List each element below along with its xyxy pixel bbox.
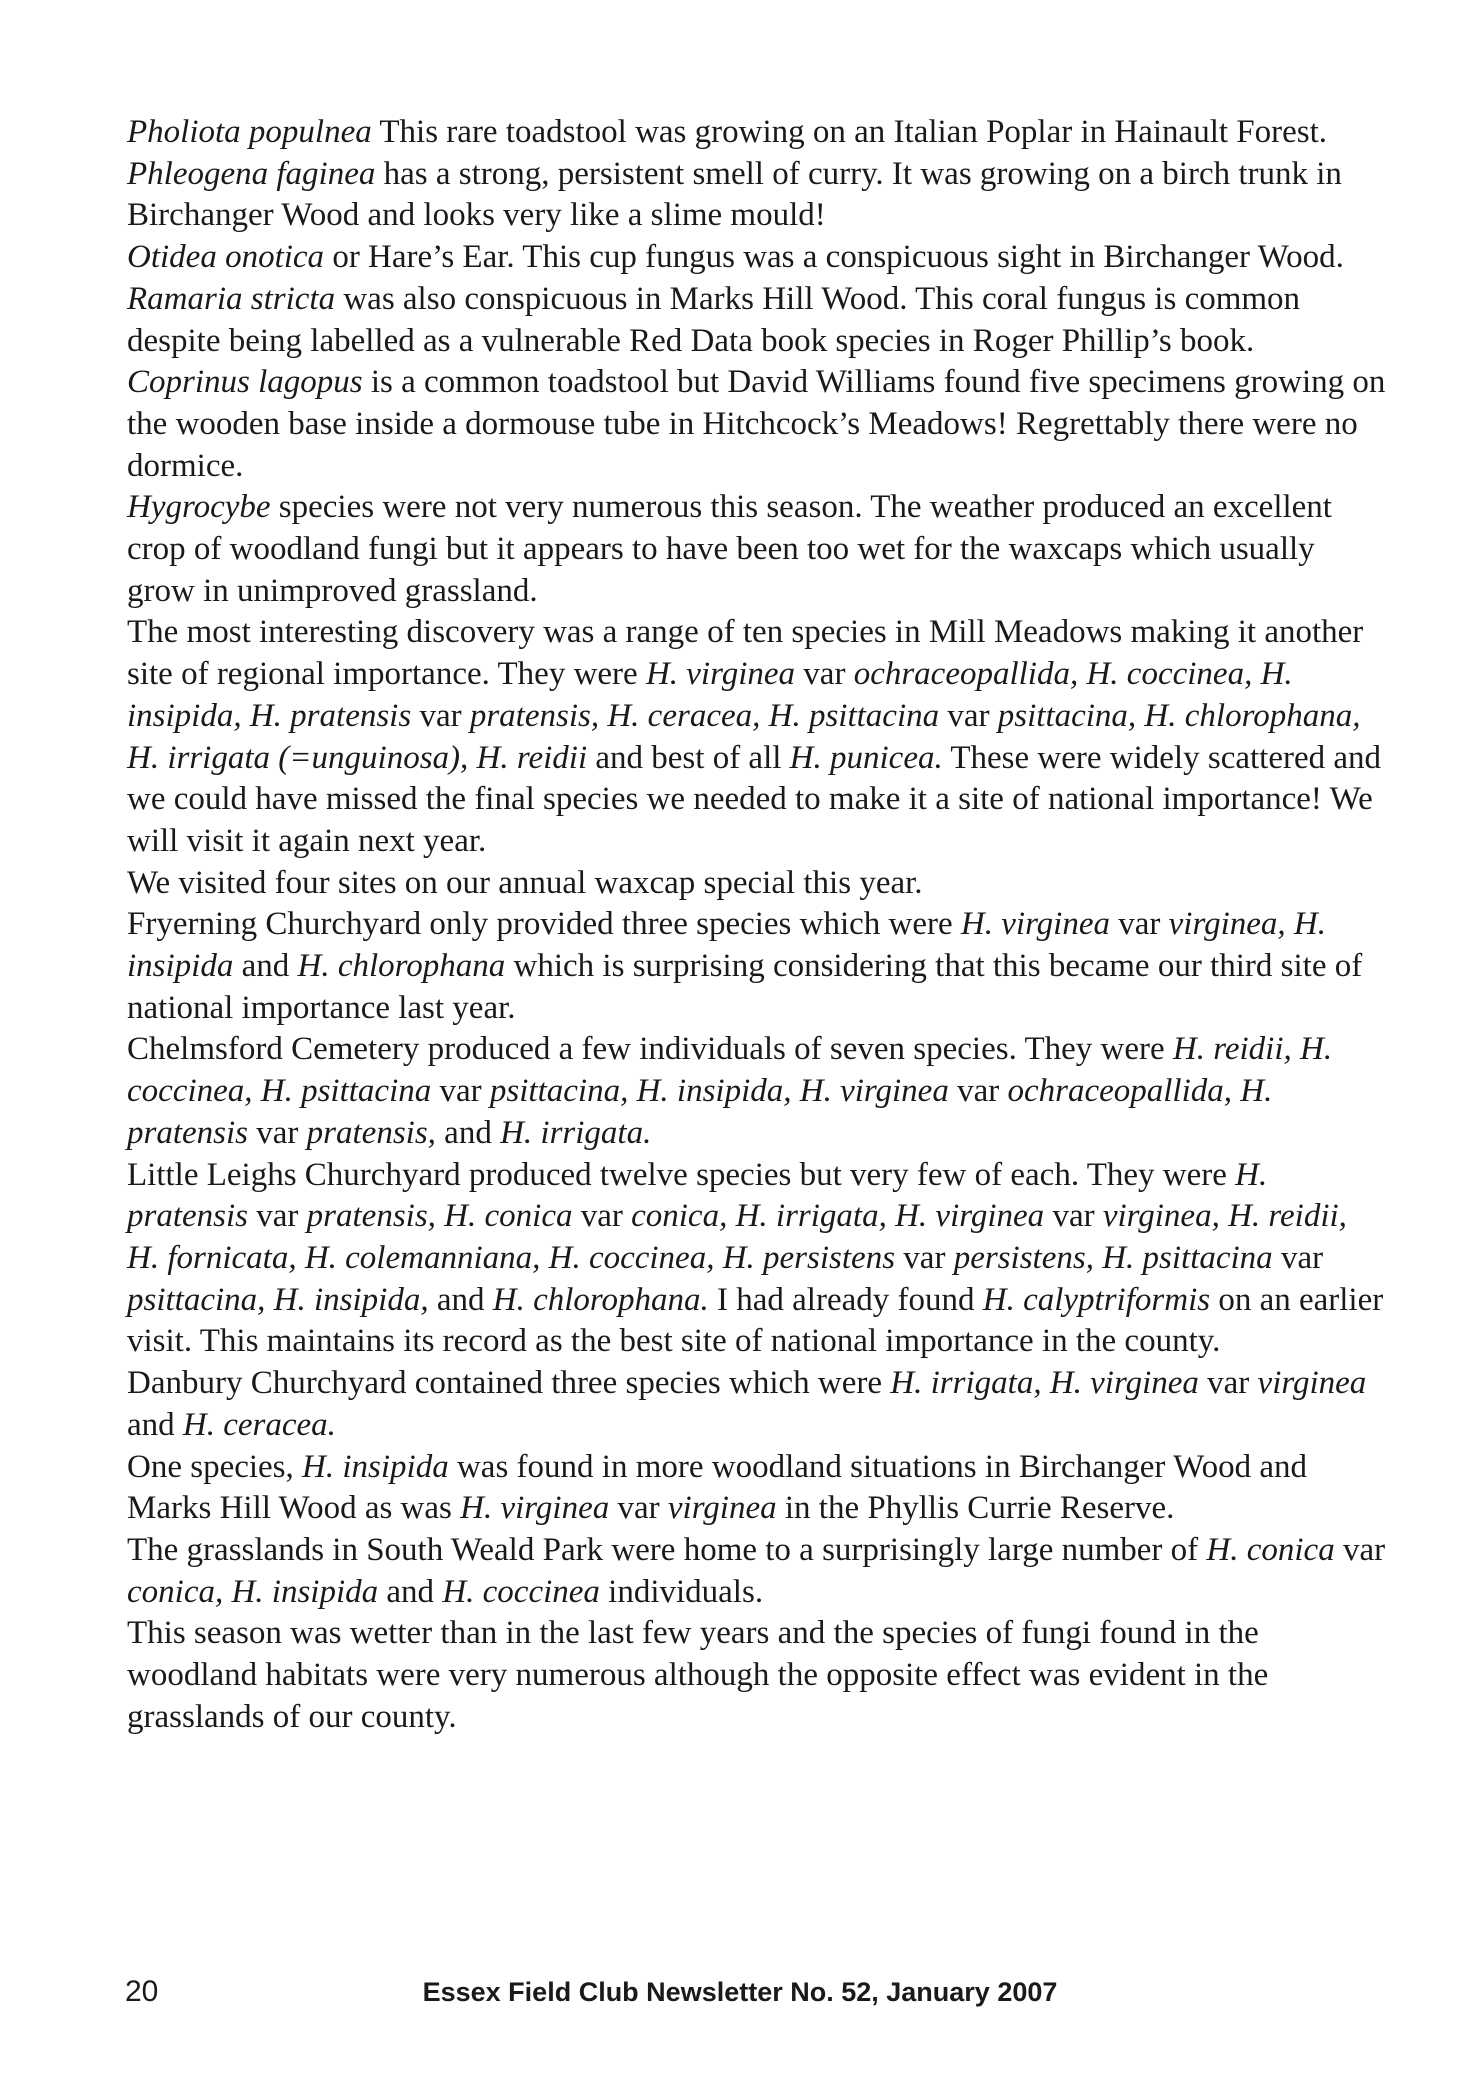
text-run: var (431, 1073, 490, 1110)
paragraph (127, 1530, 1387, 1613)
text-run: This season was wetter than in the last few years and the species of fungi found in the woodland habitats were very numerous although the opposite effect was evident in the grasslands of our county. (127, 1615, 1269, 1735)
text-run: individuals. (599, 1573, 764, 1610)
text-run: var (609, 1490, 668, 1527)
paragraph (127, 237, 1387, 279)
species-name: H. coccinea (442, 1573, 600, 1610)
species-name: H. chlorophana. (492, 1281, 709, 1318)
text-run: var (1044, 1198, 1103, 1235)
text-run: We visited four sites on our annual waxcap special this year. (127, 864, 923, 901)
species-name: pratensis, (306, 1114, 436, 1151)
paragraph (127, 1029, 1387, 1154)
text-run: This rare toadstool was growing on an Italian Poplar in Hainault Forest. (371, 114, 1328, 150)
paragraph (127, 487, 1387, 612)
text-run: var (939, 697, 998, 734)
paragraph (127, 1363, 1387, 1446)
paragraph (127, 154, 1387, 237)
text-run: and (378, 1573, 443, 1610)
species-name: Coprinus lagopus (127, 364, 363, 401)
text-run: var (1272, 1239, 1324, 1276)
text-run: These were widely scattered and we could have missed the final species we needed to make it a site of national importance! We will visit it again next year. (127, 739, 1381, 859)
page-footer (0, 1975, 1480, 2015)
species-name: Phleogena faginea (127, 155, 376, 192)
newsletter-title: Essex Field Club Newsletter No. 52, January 2007 (422, 1977, 1058, 2007)
paragraph (127, 362, 1387, 487)
species-name: Hygrocybe (127, 489, 271, 526)
species-name: psittacina, H. chlorophana, H. irrigata (=unguinosa), H. reidii (127, 697, 1361, 776)
paragraph (127, 863, 1387, 905)
text-run: has a strong, persistent smell of curry. It was growing on a birch trunk in Birchanger Wood and looks very like a slime mould! (127, 155, 1342, 234)
text-run: was found in more woodland situations in Birchanger Wood and Marks Hill Wood as was (127, 1448, 1307, 1527)
text-run: var (795, 656, 854, 693)
text-run: One species, (127, 1448, 303, 1485)
text-run: var (572, 1198, 632, 1235)
species-name: H. calyptriformis (982, 1281, 1211, 1318)
text-run: was also conspicuous in Marks Hill Wood. This coral fungus is common despite being labelled as a vulnerable Red Data book species in Roger Phillip’s book. (127, 280, 1301, 359)
text-run: and best of all (587, 739, 790, 776)
text-run: Danbury Churchyard contained three species which were (127, 1365, 891, 1402)
species-name: H. insipida (302, 1448, 449, 1485)
paragraph (127, 1613, 1387, 1738)
species-name: conica, H. insipida (127, 1573, 379, 1610)
species-name: H. irrigata, H. virginea (890, 1365, 1199, 1402)
species-name: psittacina, H. insipida, H. virginea (489, 1073, 949, 1110)
text-run: var (1110, 906, 1169, 943)
article-body (127, 112, 1387, 1738)
species-name: virginea, H. insipida (127, 906, 1326, 985)
text-run: in the Phyllis Currie Reserve. (776, 1490, 1175, 1527)
text-run: var (1334, 1531, 1386, 1568)
species-name: H. chlorophana (297, 948, 506, 985)
text-run: Fryerning Churchyard only provided three species which were (127, 906, 961, 943)
species-name: Ramaria stricta (127, 280, 336, 317)
text-run: and (127, 1406, 183, 1443)
species-name: H. irrigata. (500, 1114, 652, 1151)
text-run: var (1198, 1365, 1258, 1402)
text-run: The grasslands in South Weald Park were home to a surprisingly large number of (127, 1531, 1207, 1568)
species-name: virginea (667, 1490, 777, 1527)
species-name: H. ceracea. (182, 1406, 336, 1443)
species-name: H. virginea (460, 1490, 610, 1527)
text-run: var (895, 1239, 954, 1276)
text-run: which is surprising considering that this became our third site of national importance last year. (127, 948, 1363, 1026)
species-name: pratensis, H. ceracea, H. psittacina (469, 697, 940, 734)
species-name: Pholiota populnea (127, 114, 372, 150)
species-name: H. virginea (645, 656, 796, 693)
paragraph (127, 612, 1387, 862)
text-run: var (248, 1114, 307, 1151)
species-name: ochraceopallida, H. pratensis (127, 1073, 1273, 1151)
text-run: var (411, 697, 470, 734)
species-name: virginea, H. reidii, H. fornicata, H. colemanniana, H. coccinea, H. persistens (127, 1198, 1347, 1276)
text-run: Chelmsford Cemetery produced a few individuals of seven species. They were (127, 1031, 1173, 1068)
paragraph (127, 1447, 1387, 1530)
text-run: on an earlier visit. This maintains its record as the best site of national importance in the county. (127, 1281, 1384, 1360)
species-name: conica, H. irrigata, H. virginea (631, 1198, 1045, 1235)
species-name: persistens, H. psittacina (953, 1239, 1273, 1276)
species-name: H. reidii, H. coccinea, H. psittacina (127, 1031, 1333, 1110)
species-name: Otidea onotica (127, 239, 325, 276)
text-run: species were not very numerous this season. The weather produced an excellent crop of woodland fungi but it appears to have been too wet for the waxcaps which usually grow in unimproved grassland. (127, 489, 1332, 609)
text-run: and (428, 1281, 493, 1318)
species-name: psittacina, H. insipida, (127, 1281, 429, 1318)
text-run: var (248, 1198, 307, 1235)
text-run: is a common toadstool but David Williams found five specimens growing on the wooden base inside a dormouse tube in Hitchcock’s Meadows! Regrettably there were no dormice. (127, 364, 1386, 484)
paragraph (127, 279, 1387, 362)
species-name: H. punicea. (789, 739, 943, 776)
paragraph (127, 1155, 1387, 1364)
page-number: 20 (125, 1975, 159, 2008)
paragraph (127, 904, 1387, 1029)
text-run: and (435, 1114, 501, 1151)
paragraph (127, 112, 1387, 154)
text-run: I had already found (708, 1281, 983, 1318)
text-run: and (233, 948, 298, 985)
species-name: virginea (1257, 1365, 1367, 1402)
text-run: or Hare’s Ear. This cup fungus was a conspicuous sight in Birchanger Wood. (324, 239, 1344, 276)
text-run: var (948, 1073, 1008, 1110)
species-name: H. pratensis (127, 1156, 1268, 1235)
text-run: The most interesting discovery was a range of ten species in Mill Meadows making it another site of regional importance. They were (127, 614, 1364, 693)
species-name: ochraceopallida, H. coccinea, H. insipida, H. pratensis (127, 656, 1293, 734)
species-name: H. conica (1206, 1531, 1335, 1568)
species-name: H. virginea (960, 906, 1111, 943)
species-name: pratensis, H. conica (306, 1198, 573, 1235)
text-run: Little Leighs Churchyard produced twelve species but very few of each. They were (127, 1156, 1236, 1193)
